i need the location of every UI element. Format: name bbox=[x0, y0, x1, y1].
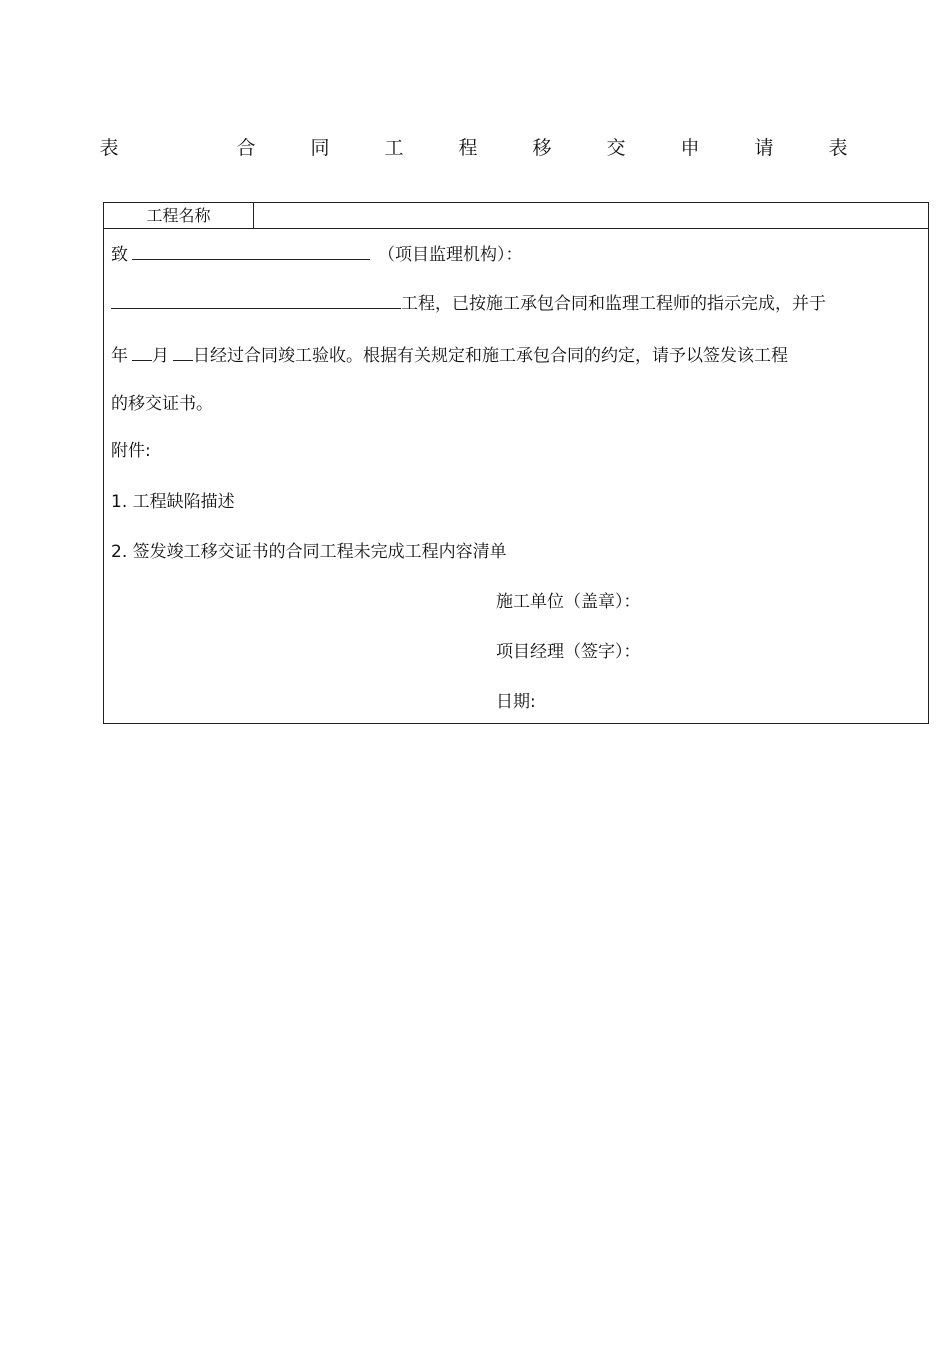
attachment-item-1: 1. 工程缺陷描述 bbox=[111, 492, 235, 512]
title-char: 合 bbox=[236, 137, 256, 159]
supervisor-blank[interactable] bbox=[132, 241, 370, 260]
day-blank[interactable] bbox=[173, 342, 193, 361]
project-name-label: 工程名称 bbox=[104, 203, 254, 228]
addressee-line bbox=[111, 241, 523, 267]
handover-application-form bbox=[103, 202, 929, 724]
body-line-1-text: 工程，已按施工承包合同和监理工程师的指示完成，并于 bbox=[401, 294, 826, 314]
form-title bbox=[0, 136, 950, 162]
month-label: 月 bbox=[152, 346, 169, 366]
date-label: 日期: bbox=[496, 692, 536, 712]
body-line-2-text: 日经过合同竣工验收。根据有关规定和施工承包合同的约定，请予以签发该工程 bbox=[193, 346, 788, 366]
year-label: 年 bbox=[111, 346, 128, 366]
title-char: 交 bbox=[606, 137, 626, 159]
title-char: 同 bbox=[310, 137, 330, 159]
project-manager-signature-label: 项目经理（签字）： bbox=[496, 642, 641, 662]
to-prefix: 致 bbox=[111, 245, 128, 265]
project-blank[interactable] bbox=[111, 290, 401, 309]
project-name-field[interactable] bbox=[254, 203, 928, 228]
body-line-2 bbox=[111, 342, 788, 368]
body-line-1 bbox=[111, 290, 826, 316]
title-char: 移 bbox=[532, 137, 552, 159]
contractor-seal-label: 施工单位（盖章）： bbox=[496, 592, 641, 612]
to-suffix: （项目监理机构）： bbox=[378, 245, 523, 265]
month-blank[interactable] bbox=[132, 342, 152, 361]
title-prefix: 表 bbox=[99, 137, 119, 159]
title-char: 请 bbox=[754, 137, 774, 159]
attachments-label: 附件: bbox=[111, 441, 151, 461]
title-char: 表 bbox=[828, 137, 848, 159]
project-name-row bbox=[104, 203, 928, 229]
title-char: 申 bbox=[680, 137, 700, 159]
attachment-item-2: 2. 签发竣工移交证书的合同工程未完成工程内容清单 bbox=[111, 542, 507, 562]
body-line-3: 的移交证书。 bbox=[111, 394, 213, 414]
title-char: 工 bbox=[384, 137, 404, 159]
title-char: 程 bbox=[458, 137, 478, 159]
